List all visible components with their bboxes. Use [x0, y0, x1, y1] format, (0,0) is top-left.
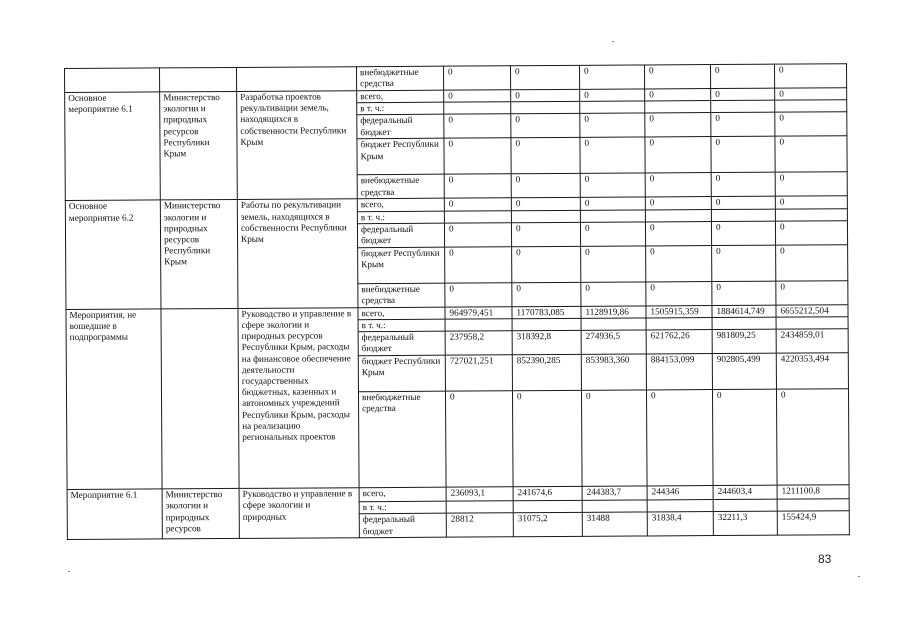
- value-cell: 244346: [647, 486, 713, 500]
- value-cell: [512, 318, 581, 331]
- value-cell: 244603,4: [713, 485, 777, 499]
- value-cell: 0: [580, 197, 645, 210]
- value-cell: 31488: [582, 512, 647, 536]
- value-cell: 0: [511, 222, 580, 246]
- value-cell: 853983,360: [581, 354, 646, 390]
- value-cell: [580, 210, 645, 223]
- value-cell: 0: [445, 247, 512, 283]
- value-cell: 0: [512, 282, 581, 306]
- value-cell: [580, 101, 645, 114]
- event-cell: Основное мероприятие 6.2: [65, 200, 161, 309]
- value-cell: 0: [579, 65, 644, 89]
- value-cell: [581, 318, 646, 331]
- value-cell: 28812: [446, 513, 513, 537]
- value-cell: 0: [580, 137, 645, 173]
- funding-source-cell: всего,: [357, 199, 444, 212]
- value-cell: 0: [775, 196, 847, 209]
- value-cell: 0: [445, 391, 513, 487]
- value-cell: 274936,5: [581, 330, 646, 354]
- value-cell: 0: [512, 246, 581, 282]
- value-cell: 0: [775, 88, 847, 101]
- value-cell: 0: [645, 221, 711, 245]
- value-cell: 0: [645, 137, 711, 173]
- value-cell: 237958,2: [445, 331, 512, 355]
- value-cell: 727021,251: [445, 355, 512, 391]
- value-cell: 0: [580, 222, 645, 246]
- funding-source-cell: федеральный бюджет: [357, 223, 444, 248]
- value-cell: [712, 317, 776, 330]
- value-cell: 0: [444, 198, 511, 211]
- value-cell: [713, 499, 777, 512]
- value-cell: [444, 210, 511, 223]
- value-cell: 31838,4: [647, 512, 713, 536]
- value-cell: 0: [444, 138, 511, 174]
- funding-source-cell: всего,: [359, 487, 446, 502]
- scan-speck: [858, 576, 860, 577]
- value-cell: 236093,1: [446, 487, 513, 501]
- description-cell: Работы по рекультивации земель, находящихся в собственности Республики Крым: [237, 199, 358, 308]
- scan-speck: [612, 41, 614, 42]
- value-cell: [646, 318, 712, 331]
- value-cell: [446, 501, 513, 514]
- value-cell: 0: [443, 66, 510, 90]
- value-cell: 964979,451: [445, 307, 512, 320]
- value-cell: 0: [580, 89, 645, 102]
- executor-cell: [160, 67, 237, 91]
- value-cell: 0: [775, 221, 847, 245]
- value-cell: 0: [512, 391, 582, 487]
- funding-source-cell: внебюджетные средства: [358, 283, 445, 308]
- funding-source-cell: бюджет Республики Крым: [358, 355, 445, 392]
- value-cell: 1128919,86: [581, 306, 646, 319]
- value-cell: 852390,285: [512, 355, 581, 391]
- value-cell: 0: [645, 197, 711, 210]
- value-cell: 0: [712, 245, 776, 281]
- value-cell: 0: [645, 173, 711, 197]
- value-cell: 0: [775, 172, 847, 196]
- funding-source-cell: бюджет Республики Крым: [357, 139, 444, 176]
- value-cell: [645, 101, 711, 114]
- value-cell: [445, 319, 512, 332]
- value-cell: 0: [580, 113, 645, 137]
- funding-source-cell: внебюджетные средства: [356, 66, 443, 91]
- value-cell: [513, 501, 582, 514]
- funding-source-cell: федеральный бюджет: [357, 115, 444, 140]
- value-cell: 0: [711, 221, 775, 245]
- executor-cell: Министерство экологии и природных ресурсов Республики Крым: [160, 200, 238, 309]
- funding-source-cell: в т. ч.:: [359, 501, 446, 514]
- value-cell: 0: [711, 137, 775, 173]
- value-cell: 0: [774, 64, 846, 88]
- value-cell: 0: [776, 389, 849, 485]
- value-cell: 2434859,01: [776, 329, 848, 353]
- value-cell: 244383,7: [582, 486, 647, 500]
- value-cell: 0: [776, 245, 848, 281]
- value-cell: 0: [510, 65, 579, 89]
- value-cell: 0: [645, 89, 711, 102]
- value-cell: 0: [445, 283, 512, 307]
- description-cell: Разработка проектов рекультивации земель, находящихся в собственности Республики Крым: [237, 91, 358, 200]
- value-cell: 0: [511, 89, 580, 102]
- value-cell: 318392,8: [512, 331, 581, 355]
- value-cell: 0: [511, 138, 580, 174]
- event-cell: [65, 68, 160, 93]
- value-cell: [711, 100, 775, 113]
- value-cell: 0: [711, 88, 775, 101]
- value-cell: [511, 102, 580, 115]
- funding-source-cell: всего,: [358, 307, 445, 320]
- funding-source-cell: в т. ч.:: [357, 102, 444, 115]
- description-cell: Руководство и управление в сфере экологии и природных ресурсов Республики Крым, расходы на финансовое обеспечение деятельности государственных бюджетных, казенных и автономных учреждений Республики Крым, расходы на реализацию региональных проектов: [238, 308, 359, 489]
- value-cell: 0: [511, 174, 580, 198]
- value-cell: [645, 209, 711, 222]
- value-cell: 0: [511, 198, 580, 211]
- value-cell: 0: [775, 112, 847, 136]
- value-cell: 0: [776, 281, 848, 305]
- description-cell: [236, 67, 356, 92]
- value-cell: 0: [645, 113, 711, 137]
- budget-table: [64, 63, 850, 540]
- event-cell: Мероприятие 6.1: [67, 489, 162, 540]
- funding-source-cell: федеральный бюджет: [358, 331, 445, 356]
- value-cell: [582, 500, 647, 513]
- value-cell: 0: [511, 114, 580, 138]
- executor-cell: [161, 308, 239, 489]
- funding-source-cell: всего,: [357, 90, 444, 103]
- value-cell: 0: [444, 114, 511, 138]
- value-cell: [775, 208, 847, 221]
- event-cell: Основное мероприятие 6.1: [65, 92, 161, 201]
- funding-source-cell: внебюджетные средства: [357, 175, 444, 200]
- value-cell: 0: [444, 174, 511, 198]
- value-cell: 621762,26: [646, 330, 712, 354]
- value-cell: 0: [581, 282, 646, 306]
- value-cell: 884153,099: [646, 354, 712, 390]
- value-cell: 981809,25: [712, 329, 776, 353]
- value-cell: 1211100,8: [777, 485, 849, 499]
- value-cell: 4220353,494: [776, 353, 848, 389]
- value-cell: 0: [444, 90, 511, 103]
- executor-cell: Министерство экологии и природных ресурсов: [162, 489, 239, 540]
- value-cell: [777, 499, 849, 512]
- value-cell: 31075,2: [513, 513, 582, 537]
- value-cell: [647, 500, 713, 513]
- funding-source-cell: бюджет Республики Крым: [358, 247, 445, 284]
- value-cell: [444, 102, 511, 115]
- value-cell: 0: [444, 223, 511, 247]
- value-cell: 0: [644, 65, 710, 89]
- event-cell: Мероприятия, не вошедшие в подпрограммы: [66, 309, 162, 490]
- value-cell: 0: [711, 113, 775, 137]
- value-cell: [511, 210, 580, 223]
- value-cell: 0: [581, 390, 647, 486]
- funding-source-cell: в т. ч.:: [357, 211, 444, 224]
- funding-source-cell: федеральный бюджет: [359, 514, 446, 539]
- value-cell: 155424,9: [777, 511, 849, 535]
- value-cell: 0: [711, 173, 775, 197]
- value-cell: [775, 100, 847, 113]
- value-cell: 0: [775, 136, 847, 172]
- value-cell: 32211,3: [713, 512, 777, 536]
- value-cell: 1884614,749: [712, 305, 776, 318]
- funding-source-cell: в т. ч.:: [358, 319, 445, 332]
- value-cell: 6655212,504: [776, 305, 848, 318]
- value-cell: 241674,6: [513, 487, 582, 501]
- value-cell: 0: [581, 246, 646, 282]
- value-cell: 1170783,085: [512, 306, 581, 319]
- value-cell: 0: [711, 197, 775, 210]
- description-cell: Руководство и управление в сфере экологии и природных: [239, 488, 359, 539]
- value-cell: 0: [646, 390, 713, 486]
- value-cell: 0: [712, 281, 776, 305]
- executor-cell: Министерство экологии и природных ресурсов Республики Крым: [160, 91, 238, 200]
- value-cell: [776, 317, 848, 330]
- value-cell: 0: [710, 64, 774, 88]
- value-cell: 0: [646, 245, 712, 281]
- value-cell: 1505915,359: [646, 305, 712, 318]
- value-cell: 0: [580, 173, 645, 197]
- value-cell: 0: [712, 389, 777, 485]
- scan-speck: [68, 571, 70, 572]
- value-cell: 902805,499: [712, 353, 776, 389]
- page-number: 83: [818, 552, 832, 566]
- value-cell: 0: [646, 281, 712, 305]
- value-cell: [711, 209, 775, 222]
- funding-source-cell: внебюджетные средства: [358, 391, 446, 488]
